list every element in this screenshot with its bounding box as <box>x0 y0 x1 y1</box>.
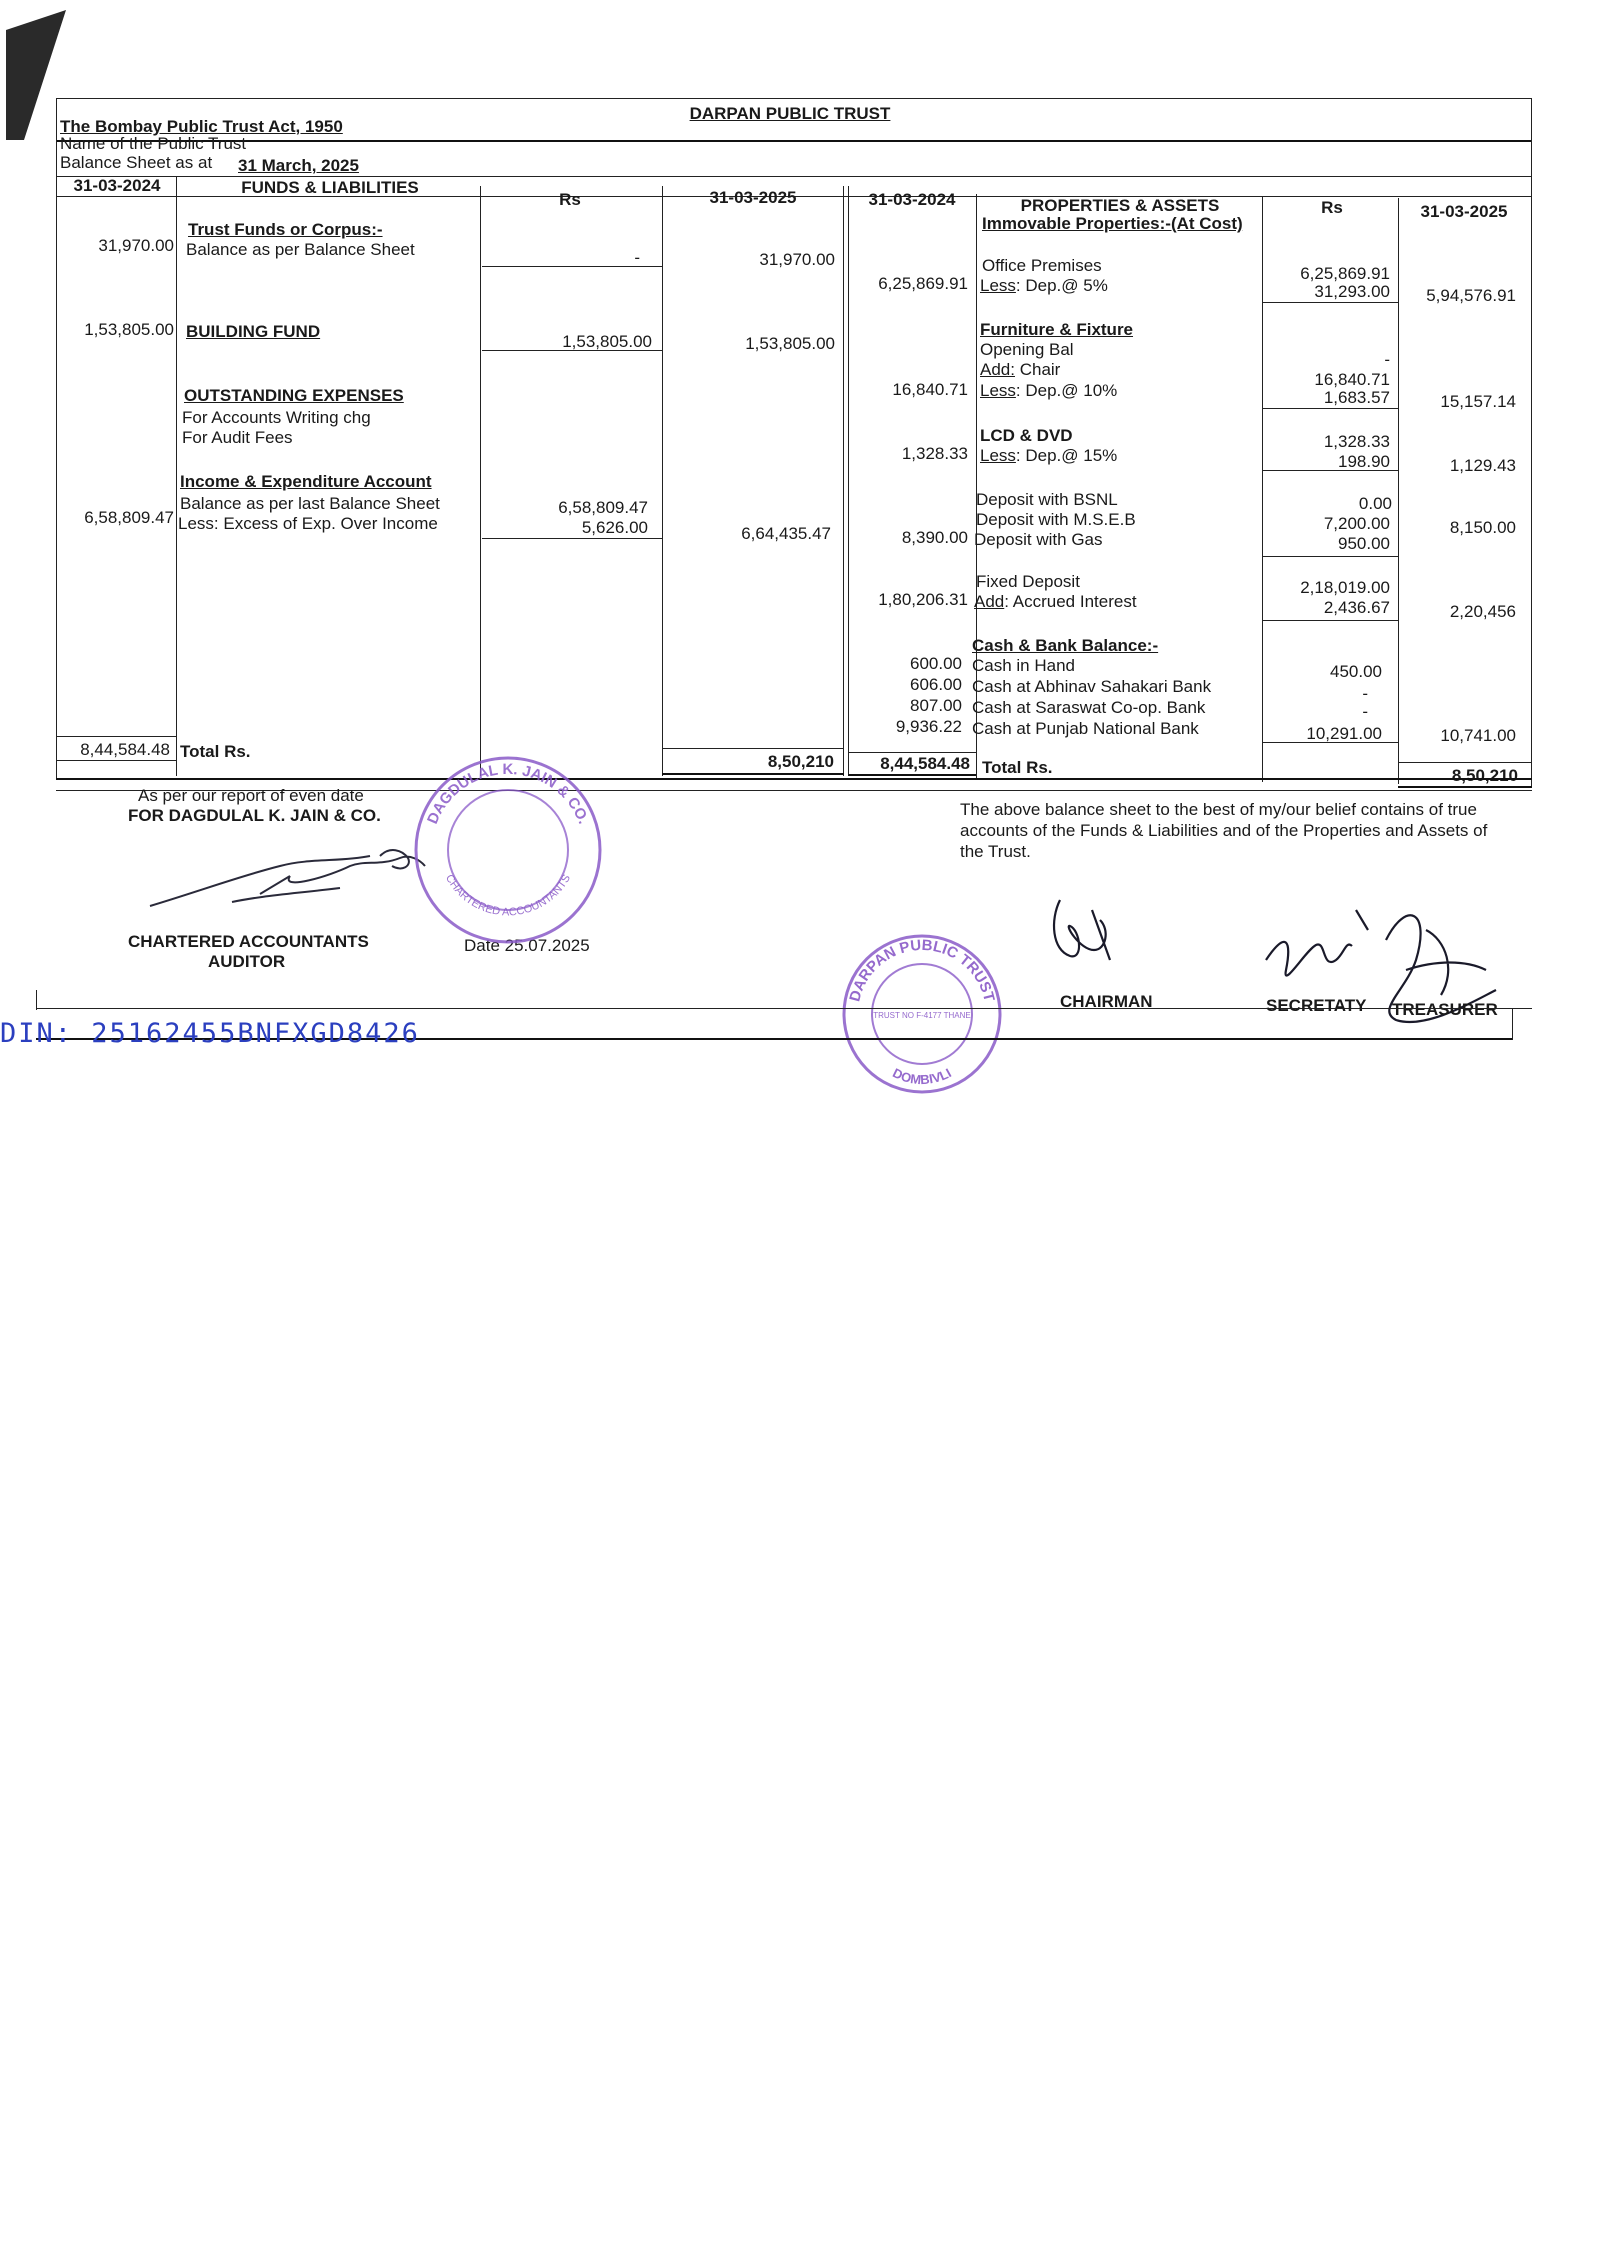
fd-line-1: Fixed Deposit <box>976 572 1080 591</box>
furniture-heading: Furniture & Fixture <box>980 320 1134 339</box>
deposit-mseb: Deposit with M.S.E.B <box>976 510 1136 529</box>
trust-name-label: Name of the Public Trust <box>60 134 247 153</box>
immovable-rs-1: 6,25,869.91 <box>1300 264 1390 283</box>
building-fund-prev: 1,53,805.00 <box>84 320 174 339</box>
income-exp-line-1: Balance as per last Balance Sheet <box>180 494 440 513</box>
balance-sheet-date: 31 March, 2025 <box>238 156 359 175</box>
fd-rs-1: 2,18,019.00 <box>1300 578 1390 597</box>
liabilities-total-curr: 8,50,210 <box>767 752 834 771</box>
cash-item-label: Cash at Punjab National Bank <box>972 719 1199 738</box>
immovable-heading: Immovable Properties:-(At Cost) <box>982 214 1243 233</box>
col-left-curr: 31-03-2025 <box>709 188 797 207</box>
fd-interest: : Accrued Interest <box>1004 592 1137 611</box>
svg-text:CHARTERED ACCOUNTANTS <box>443 873 573 919</box>
trust-funds-curr: 31,970.00 <box>759 250 835 269</box>
declaration-line-3: the Trust. <box>960 842 1031 861</box>
outstanding-heading: OUTSTANDING EXPENSES <box>184 386 404 405</box>
lcd-less: Less <box>980 446 1016 465</box>
svg-text:DAGDULAL K. JAIN & CO. <box>424 761 592 826</box>
col-right-desc: PROPERTIES & ASSETS <box>1020 196 1220 215</box>
fd-prev: 1,80,206.31 <box>878 590 968 609</box>
trust-stamp <box>840 932 1004 1096</box>
chairman-signature <box>1040 890 1120 970</box>
lcd-rs-1: 1,328.33 <box>1323 432 1390 451</box>
declaration-line-2: accounts of the Funds & Liabilities and of the Properties and Assets of <box>960 821 1488 840</box>
immovable-curr: 5,94,576.91 <box>1426 286 1516 305</box>
cash-item-prev: 807.00 <box>910 696 962 715</box>
lcd-rs-2: 198.90 <box>1338 452 1390 471</box>
deposits-rs-2: 7,200.00 <box>1323 514 1390 533</box>
immovable-line-2 <box>980 276 1108 296</box>
cash-item-label: Cash at Saraswat Co-op. Bank <box>972 698 1206 717</box>
chairman-label: CHAIRMAN <box>1060 992 1153 1011</box>
furniture-dep: : Dep.@ 10% <box>1015 381 1118 400</box>
fd-curr: 2,20,456 <box>1449 602 1516 621</box>
cash-bank-heading: Cash & Bank Balance:- <box>972 636 1159 655</box>
immovable-dep: : Dep.@ 5% <box>1015 276 1108 295</box>
col-right-curr: 31-03-2025 <box>1420 202 1508 221</box>
trust-funds-line: Balance as per Balance Sheet <box>186 240 415 259</box>
income-exp-rs-2: 5,626.00 <box>581 518 648 537</box>
trust-title: DARPAN PUBLIC TRUST <box>689 104 891 123</box>
lcd-line-1 <box>980 446 1117 466</box>
declaration-line-1: The above balance sheet to the best of my/our belief contains of true <box>960 800 1477 819</box>
cash-item-prev: 606.00 <box>910 675 962 694</box>
liabilities-total-label: Total Rs. <box>180 742 251 761</box>
lcd-prev: 1,328.33 <box>901 444 968 463</box>
col-right-prev: 31-03-2024 <box>868 190 956 209</box>
ca-line-2: AUDITOR <box>208 952 286 971</box>
immovable-rs-2: 31,293.00 <box>1314 282 1390 301</box>
trust-stamp-sub: DOMBIVLI <box>890 1065 954 1088</box>
building-fund-curr: 1,53,805.00 <box>745 334 835 353</box>
immovable-line-1: Office Premises <box>982 256 1102 275</box>
secretary-label: SECRETATY <box>1266 996 1367 1015</box>
report-line: As per our report of even date <box>138 786 364 805</box>
furniture-line-2 <box>980 360 1060 380</box>
act-name: The Bombay Public Trust Act, 1950 <box>60 117 343 136</box>
income-exp-line-2: Less: Excess of Exp. Over Income <box>178 514 438 533</box>
cash-item-prev: 9,936.22 <box>895 717 962 736</box>
cash-item-rs: - <box>1362 702 1368 721</box>
trust-funds-rs: - <box>634 248 640 267</box>
deposits-rs-3: 950.00 <box>1338 534 1390 553</box>
col-right-rs: Rs <box>1321 198 1343 217</box>
cash-item-rs: 450.00 <box>1330 662 1382 681</box>
fd-line-2 <box>974 592 1137 612</box>
assets-total-prev: 8,44,584.48 <box>880 754 970 773</box>
balance-sheet-label: Balance Sheet as at <box>60 153 213 172</box>
furniture-rs-0: - <box>1384 350 1390 369</box>
immovable-less: Less <box>980 276 1016 295</box>
auditor-signature <box>140 836 430 916</box>
lcd-curr: 1,129.43 <box>1449 456 1516 475</box>
ca-line-1: CHARTERED ACCOUNTANTS <box>128 932 369 951</box>
auditor-stamp-sub: CHARTERED ACCOUNTANTS <box>442 872 574 919</box>
trust-stamp-text: DARPAN PUBLIC TRUST <box>846 936 998 1004</box>
auditor-stamp-text: DAGDULAL K. JAIN & CO. <box>424 760 592 827</box>
furniture-chair: Chair <box>1014 360 1061 379</box>
deposit-bsnl: Deposit with BSNL <box>976 490 1118 509</box>
outstanding-line-1: For Accounts Writing chg <box>182 408 371 427</box>
report-date: Date 25.07.2025 <box>464 936 590 955</box>
col-left-prev: 31-03-2024 <box>73 176 161 195</box>
income-exp-curr: 6,64,435.47 <box>741 524 831 543</box>
cash-item-label: Cash in Hand <box>972 656 1076 675</box>
treasurer-label: TREASURER <box>1392 1000 1498 1019</box>
deposit-gas: Deposit with Gas <box>974 530 1103 549</box>
building-fund-heading: BUILDING FUND <box>186 322 321 341</box>
cash-item-prev: 600.00 <box>910 654 962 673</box>
svg-text:DARPAN PUBLIC TRUST <box>846 937 997 1004</box>
lcd-dep: : Dep.@ 15% <box>1015 446 1118 465</box>
auditor-firm: FOR DAGDULAL K. JAIN & CO. <box>128 806 381 825</box>
income-exp-heading: Income & Expenditure Account <box>180 472 432 491</box>
fd-rs-2: 2,436.67 <box>1323 598 1390 617</box>
trust-funds-heading: Trust Funds or Corpus:- <box>188 220 383 239</box>
immovable-prev: 6,25,869.91 <box>878 274 968 293</box>
furniture-curr: 15,157.14 <box>1440 392 1516 411</box>
col-left-rs: Rs <box>559 190 581 209</box>
assets-total-label: Total Rs. <box>982 758 1053 777</box>
furniture-rs-2: 1,683.57 <box>1323 388 1390 407</box>
furniture-less: Less <box>980 381 1016 400</box>
deposits-prev: 8,390.00 <box>901 528 968 547</box>
outstanding-line-2: For Audit Fees <box>182 428 293 447</box>
cash-item-label: Cash at Abhinav Sahakari Bank <box>972 677 1212 696</box>
lcd-heading: LCD & DVD <box>980 426 1073 445</box>
deposits-rs-1: 0.00 <box>1358 494 1392 513</box>
svg-text:DOMBIVLI <box>890 1065 954 1087</box>
deposits-curr: 8,150.00 <box>1449 518 1516 537</box>
fd-add: Add <box>974 592 1005 611</box>
furniture-rs-1: 16,840.71 <box>1314 370 1390 389</box>
furniture-line-1: Opening Bal <box>980 340 1074 359</box>
cash-item-rs: - <box>1362 684 1368 703</box>
liabilities-total-prev: 8,44,584.48 <box>80 740 170 759</box>
income-exp-rs-1: 6,58,809.47 <box>558 498 648 517</box>
income-exp-prev: 6,58,809.47 <box>84 508 174 527</box>
trust-funds-prev: 31,970.00 <box>98 236 174 255</box>
furniture-line-3 <box>980 381 1117 401</box>
building-fund-rs: 1,53,805.00 <box>562 332 652 351</box>
trust-stamp-inner: TRUST NO F-4177 THANE <box>873 1011 971 1020</box>
furniture-prev: 16,840.71 <box>892 380 968 399</box>
auditor-stamp <box>410 752 606 948</box>
cash-item-rs: 10,291.00 <box>1306 724 1382 743</box>
furniture-add: Add: <box>980 360 1015 379</box>
assets-total-curr: 8,50,210 <box>1451 766 1518 785</box>
col-left-desc: FUNDS & LIABILITIES <box>241 178 419 197</box>
udin-handwritten: DIN: 25162455BNFXGD8426 <box>0 1018 420 1049</box>
cash-bank-curr: 10,741.00 <box>1440 726 1516 745</box>
